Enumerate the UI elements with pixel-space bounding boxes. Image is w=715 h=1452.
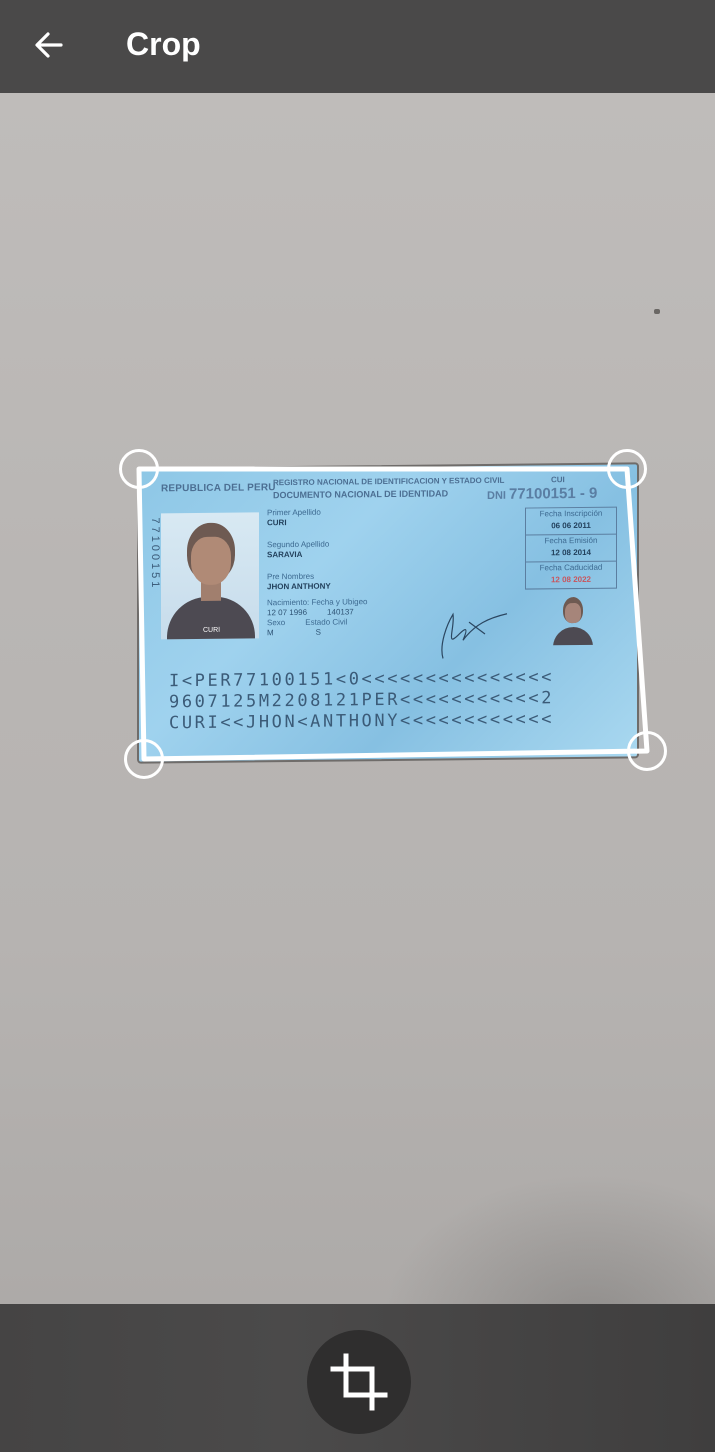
crop-icon — [329, 1352, 389, 1412]
card-portrait — [161, 512, 259, 639]
back-button[interactable] — [26, 22, 72, 68]
estado-civil-label: Estado Civil — [305, 617, 348, 627]
caducidad-value: 12 08 2022 — [550, 574, 592, 585]
segundo-apellido-value: SARAVIA — [267, 549, 303, 560]
card-dni — [487, 485, 597, 503]
card-signature — [429, 604, 519, 665]
pre-nombres-value: JHON ANTHONY — [267, 581, 331, 592]
portrait-caption: CURI — [203, 626, 221, 634]
inscripcion-value: 06 06 2011 — [551, 520, 591, 531]
sexo-value: M — [267, 628, 274, 638]
top-app-bar — [0, 0, 715, 93]
card-cui-label: CUI — [551, 475, 565, 485]
ghost-portrait-face — [565, 603, 581, 623]
portrait-face — [191, 537, 231, 585]
ubigeo: 140137 — [327, 607, 354, 617]
mrz-line-3: CURI<<JHON<ANTHONY<<<<<<<<<<<< — [169, 709, 555, 734]
arrow-left-icon — [33, 29, 65, 61]
id-card-photo — [137, 462, 639, 763]
crop-handle-bottom-left[interactable] — [124, 739, 164, 779]
inscripcion-label: Fecha Inscripción — [539, 508, 603, 519]
image-canvas[interactable] — [0, 93, 715, 1304]
emision-cell — [526, 535, 616, 563]
emision-label: Fecha Emisión — [544, 535, 598, 546]
crop-handle-top-right[interactable] — [607, 449, 647, 489]
card-dni-label: DNI — [487, 489, 506, 502]
nacimiento-row — [267, 607, 368, 618]
card-header-registry: REGISTRO NACIONAL DE IDENTIFICACION Y ESTADO CIVIL — [273, 475, 505, 488]
segundo-apellido-label: Segundo Apellido — [267, 539, 330, 550]
background-shadow — [380, 1173, 715, 1304]
emision-value: 12 08 2014 — [550, 547, 592, 558]
caducidad-label: Fecha Caducidad — [539, 562, 603, 573]
primer-apellido-label: Primer Apellido — [267, 507, 321, 518]
bottom-action-bar — [0, 1304, 715, 1452]
sexo-estado-values — [267, 627, 368, 638]
card-ghost-portrait — [551, 593, 595, 645]
card-dates-box — [525, 507, 617, 590]
crop-confirm-button[interactable] — [307, 1330, 411, 1434]
card-dni-number: 77100151 - 9 — [508, 484, 598, 503]
crop-handle-top-left[interactable] — [119, 449, 159, 489]
nacimiento-fecha: 12 07 1996 — [267, 607, 308, 618]
background-speck — [654, 309, 660, 314]
ghost-portrait-body — [553, 627, 593, 645]
card-fields — [267, 507, 368, 638]
estado-civil-value: S — [315, 627, 322, 637]
inscripcion-cell — [526, 508, 616, 536]
mrz-line-2: 9607125M2208121PER<<<<<<<<<<<2 — [169, 688, 555, 713]
pre-nombres-label: Pre Nombres — [267, 571, 315, 582]
sexo-label: Sexo — [267, 618, 286, 628]
card-header-country: REPUBLICA DEL PERU — [161, 482, 276, 495]
card-side-number: 77100151 — [149, 517, 161, 591]
page-title: Crop — [126, 26, 201, 62]
primer-apellido-value: CURI — [267, 518, 287, 528]
nacimiento-label: Nacimiento: Fecha y Ubigeo — [267, 597, 368, 608]
mrz-line-1: I<PER77100151<0<<<<<<<<<<<<<<< — [169, 667, 555, 692]
card-mrz — [169, 667, 554, 734]
crop-handle-bottom-right[interactable] — [627, 731, 667, 771]
card-header-doc-type: DOCUMENTO NACIONAL DE IDENTIDAD — [273, 488, 449, 501]
caducidad-cell — [526, 562, 616, 589]
